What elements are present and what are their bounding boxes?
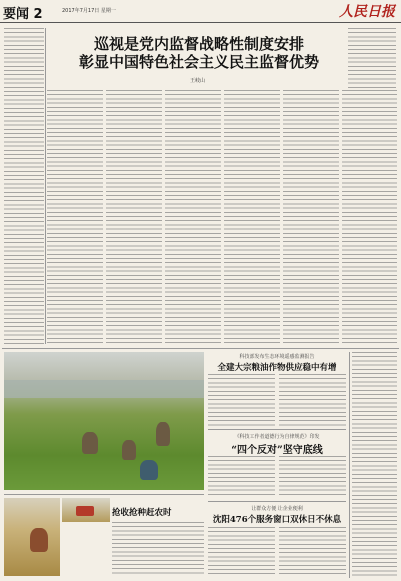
grain-text-col-1: [208, 374, 275, 426]
masthead-logo: 人民日报: [339, 4, 395, 20]
lead-text-col-7: [342, 90, 397, 344]
section-label: 要闻 2: [3, 7, 43, 22]
photo-harvester: [4, 498, 60, 576]
guard-story-title[interactable]: “四个反对”坚守底线: [231, 445, 323, 456]
story-rule: [208, 501, 346, 502]
story-rule: [4, 494, 204, 495]
grain-story-kicker: 科技部发布生态环境遥感监测报告: [239, 354, 315, 360]
shenyang-text-col-2: [279, 527, 346, 577]
lead-author: 王岐山: [190, 78, 206, 84]
lead-text-col-2: [47, 90, 103, 344]
lead-text-col-4: [165, 90, 221, 344]
guard-text-col-1: [208, 456, 275, 498]
photo-paddy-harvest: [4, 352, 204, 490]
lead-title-line1: 巡视是党内监督战略性制度安排: [93, 35, 304, 53]
grain-text-col-2: [279, 374, 346, 426]
photo-combine: [62, 498, 110, 522]
column-rule: [349, 352, 350, 578]
shenyang-story-kicker: 让群众方便 让企业便利: [251, 506, 303, 512]
lead-title-line2: 彰显中国特色社会主义民主监督优势: [78, 53, 319, 71]
section-rule: [2, 348, 399, 349]
lead-text-col-right-top: [348, 28, 396, 88]
guard-text-col-2: [279, 456, 346, 498]
column-rule: [45, 28, 46, 344]
story-rule: [208, 429, 346, 430]
harvest-story-title[interactable]: 抢收抢种赶农时: [112, 508, 172, 518]
lead-text-col-1: [4, 28, 44, 344]
harvest-text: [112, 522, 204, 576]
lead-article-title[interactable]: [44, 35, 354, 71]
issue-date: 2017年7月17日 星期一: [62, 8, 116, 14]
page-header: [0, 0, 401, 23]
lead-text-col-6: [283, 90, 339, 344]
grain-story-title[interactable]: 全建大宗粮油作物供应稳中有增: [217, 363, 337, 373]
right-text-col: [352, 352, 397, 578]
shenyang-text-col-1: [208, 527, 275, 577]
shenyang-story-title[interactable]: 沈阳476个服务窗口双休日不休息: [212, 515, 342, 525]
lead-text-col-3: [106, 90, 162, 344]
lead-text-col-5: [224, 90, 280, 344]
guard-story-kicker: 《科技工作者道德行为自律规范》印发: [234, 434, 320, 440]
